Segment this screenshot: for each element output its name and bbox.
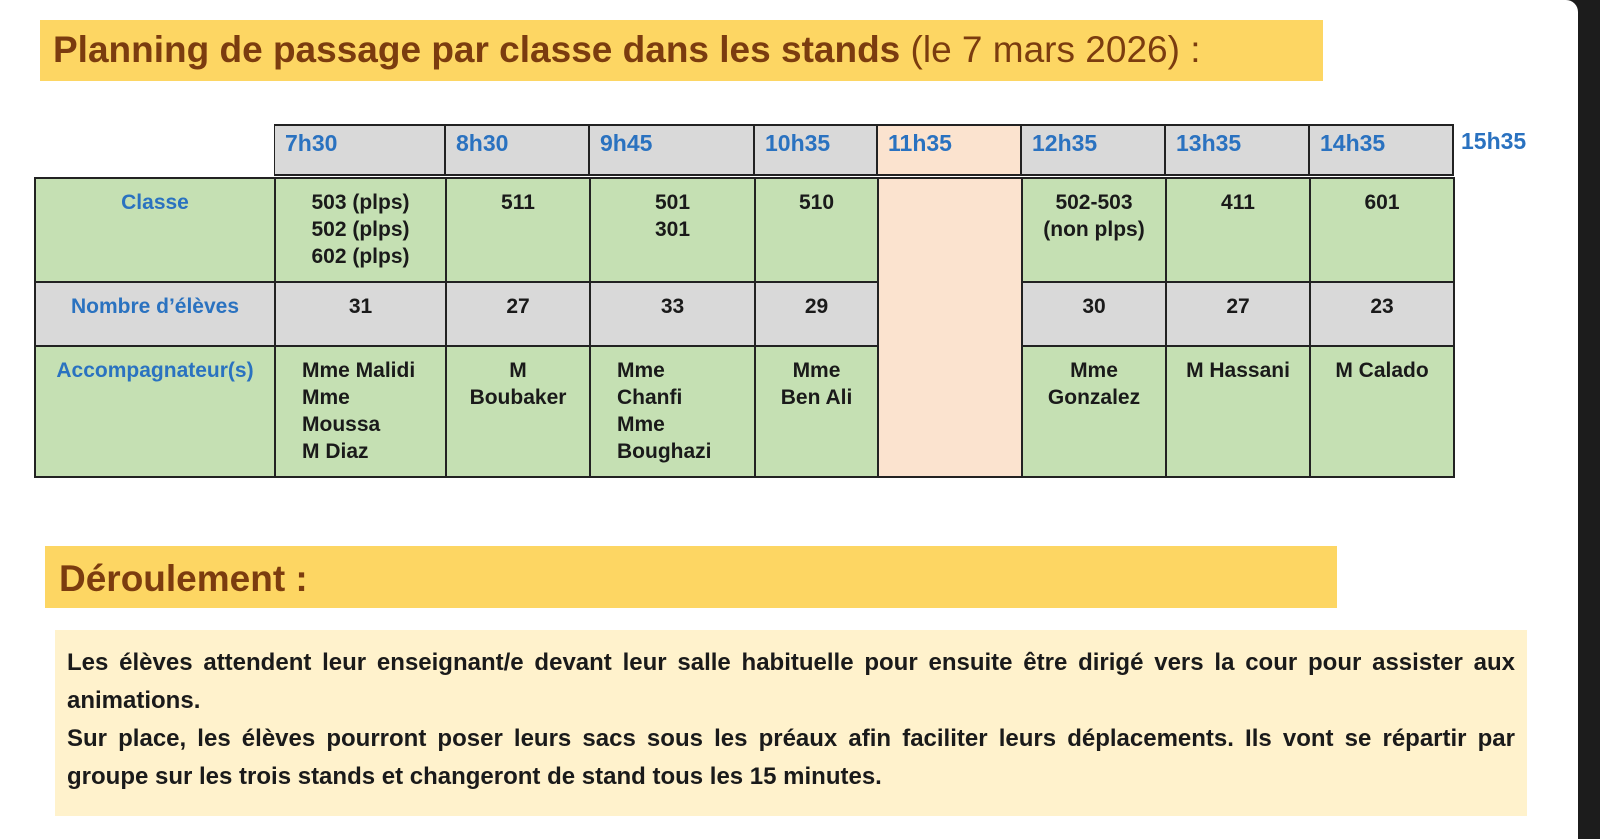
classe-line: 502 (plps)	[311, 218, 410, 241]
accomp-line: Ben Ali	[780, 386, 853, 409]
accomp-line: M	[509, 359, 527, 382]
accomp-line: Mme	[1070, 359, 1118, 382]
time-slot-0: 7h30	[274, 124, 446, 176]
classe-line: 411	[1221, 191, 1255, 214]
time-slot-5: 12h35	[1021, 124, 1166, 176]
classe-cell-6	[1166, 178, 1310, 282]
row-label-classe: Classe	[35, 178, 275, 282]
title-banner	[40, 20, 1323, 81]
accomp-line: Boubaker	[469, 386, 567, 409]
accomp-cell-3	[755, 346, 878, 477]
classe-line: 601	[1364, 191, 1400, 214]
accomp-line: Boughazi	[617, 440, 712, 463]
time-slot-1: 8h30	[445, 124, 590, 176]
nombre-cell-1: 27	[446, 282, 590, 346]
accomp-line: Gonzalez	[1047, 386, 1141, 409]
deroulement-text	[67, 644, 1515, 796]
classe-cell-2	[590, 178, 755, 282]
classe-cell-7	[1310, 178, 1454, 282]
accomp-line: Chanfi	[617, 386, 683, 409]
accomp-cell-5	[1022, 346, 1166, 477]
accomp-line: M Calado	[1335, 359, 1429, 382]
time-slot-4-lunch: 11h35	[877, 124, 1022, 176]
nombre-cell-6: 27	[1166, 282, 1310, 346]
classe-cell-1	[446, 178, 590, 282]
nombre-cell-3: 29	[755, 282, 878, 346]
nombre-cell-7: 23	[1310, 282, 1454, 346]
row-accompagnateurs	[35, 346, 1454, 477]
row-classe	[35, 178, 1454, 282]
nombre-cell-2: 33	[590, 282, 755, 346]
row-nombre	[35, 282, 1454, 346]
accomp-cell-6	[1166, 346, 1310, 477]
classe-line: 502-503	[1055, 191, 1133, 214]
classe-line: 511	[501, 191, 535, 214]
deroulement-paragraph-1: Les élèves attendent leur enseignant/e devant leur salle habituelle pour ensuite être dirigé vers la cour pour assister aux animations.	[67, 649, 1515, 714]
accomp-cell-7	[1310, 346, 1454, 477]
time-slot-8: 15h35	[1461, 128, 1527, 154]
deroulement-paragraph-2: Sur place, les élèves pourront poser leurs sacs sous les préaux afin faciliter leurs déplacements. Ils vont se répartir par groupe sur les trois stands et changeront de stand tous les 15 minutes.	[67, 725, 1515, 790]
classe-cell-5	[1022, 178, 1166, 282]
title-bold: Planning de passage par classe dans les stands	[53, 29, 901, 70]
accomp-label-text: Accompagnateur(s)	[56, 359, 254, 382]
accomp-line: Mme	[617, 359, 665, 382]
time-slot-3: 10h35	[754, 124, 878, 176]
nombre-cell-0: 31	[275, 282, 446, 346]
page-title	[53, 30, 1200, 70]
time-header-row	[0, 124, 1600, 176]
accomp-line: Moussa	[302, 413, 381, 436]
row-label-nombre: Nombre d’élèves	[35, 282, 275, 346]
accomp-cell-0	[275, 346, 446, 477]
accomp-line: Mme	[792, 359, 841, 382]
accomp-line: M Hassani	[1186, 359, 1290, 382]
time-slot-7: 14h35	[1309, 124, 1454, 176]
accomp-line: Mme Malidi	[302, 359, 416, 382]
classe-cell-0	[275, 178, 446, 282]
classe-line: 602 (plps)	[311, 245, 410, 268]
classe-line: 301	[654, 218, 691, 241]
time-slot-6: 13h35	[1165, 124, 1310, 176]
deroulement-heading: Déroulement :	[59, 558, 308, 599]
schedule-table	[34, 177, 1455, 478]
classe-line: (non plps)	[1043, 218, 1145, 241]
accomp-line: M Diaz	[302, 440, 369, 463]
lunch-break-cell	[878, 178, 1022, 477]
accomp-line: Mme	[302, 386, 350, 409]
classe-line: 501	[654, 191, 691, 214]
classe-line: 510	[798, 191, 835, 214]
deroulement-box	[55, 630, 1527, 816]
nombre-cell-5: 30	[1022, 282, 1166, 346]
title-date: (le 7 mars 2026) :	[900, 29, 1201, 70]
accomp-cell-2	[590, 346, 755, 477]
time-slot-2: 9h45	[589, 124, 755, 176]
classe-cell-3	[755, 178, 878, 282]
classe-line: 503 (plps)	[311, 191, 410, 214]
accomp-line: Mme	[617, 413, 665, 436]
accomp-cell-1	[446, 346, 590, 477]
row-label-accompagnateurs	[35, 346, 275, 477]
deroulement-banner	[45, 546, 1337, 608]
